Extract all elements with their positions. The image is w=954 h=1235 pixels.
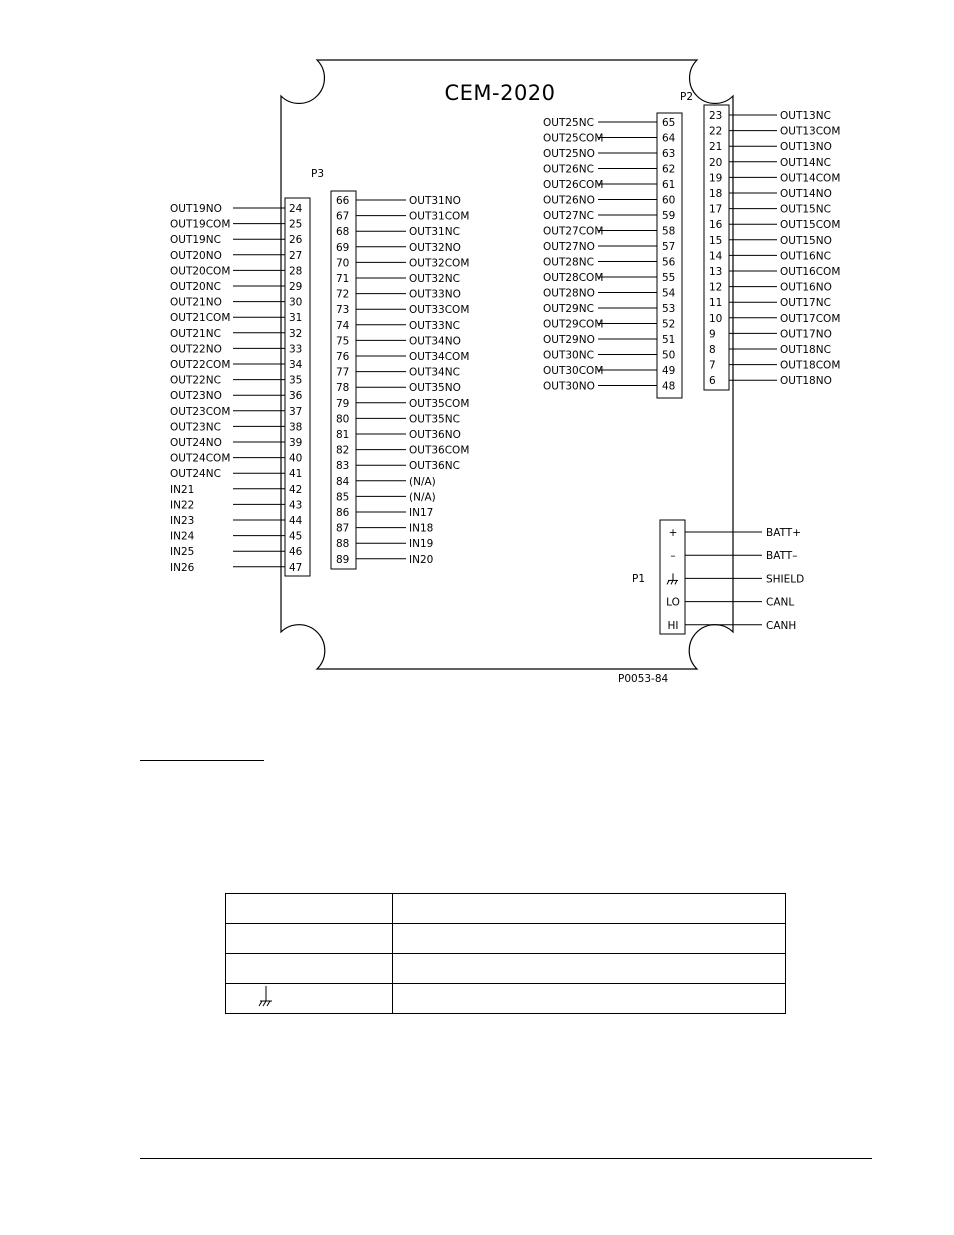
p1-pin-label: HI xyxy=(667,619,679,632)
p3-right-signal-label: OUT32NC xyxy=(409,273,460,285)
p2-left-signal-label: OUT30NO xyxy=(543,380,595,393)
p2-right-pin-number: 12 xyxy=(709,281,723,294)
p2-left-pin-number: 49 xyxy=(662,365,676,377)
p2-left-signal-label: OUT27COM xyxy=(543,225,604,238)
p3-right-pin-number: 85 xyxy=(336,491,350,504)
p3-left-pin-number: 36 xyxy=(289,390,303,403)
section-heading-rule xyxy=(140,760,264,761)
p3-left-signal-label: OUT24NC xyxy=(170,468,221,481)
p2-left-signal-label: OUT25COM xyxy=(543,132,604,145)
table-cell xyxy=(393,924,786,954)
p3-right-signal-label: OUT31NC xyxy=(409,226,460,239)
p3-right-signal-label: OUT33COM xyxy=(409,304,470,317)
p3-right-pin-number: 81 xyxy=(336,429,350,441)
p3-right-pin-number: 70 xyxy=(336,257,350,270)
p3-label: P3 xyxy=(311,168,325,180)
p3-left-pin-number: 33 xyxy=(289,343,303,356)
p2-right-pin-number: 7 xyxy=(709,359,716,372)
p3-left-signal-label: IN22 xyxy=(170,499,195,512)
p3-right-pin-number: 84 xyxy=(336,475,350,488)
p3-right-pin-number: 82 xyxy=(336,444,350,457)
p3-right-pin-number: 83 xyxy=(336,460,350,473)
p1-signal-label: BATT+ xyxy=(766,527,802,539)
p3-right-pin-number: 66 xyxy=(336,195,350,207)
p2-left-pin-number: 48 xyxy=(662,380,676,393)
p3-right-pin-number: 68 xyxy=(336,226,350,239)
p2-right-signal-label: OUT15NO xyxy=(780,234,832,247)
p2-right-pin-number: 10 xyxy=(709,312,723,325)
table-cell xyxy=(393,894,786,924)
p3-right-signal-label: OUT32NO xyxy=(409,241,461,254)
p3-left-signal-label: OUT21NC xyxy=(170,327,221,340)
p3-right-pin-number: 89 xyxy=(336,553,350,566)
p2-right-signal-label: OUT18NO xyxy=(780,375,832,388)
p2-right-pin-number: 19 xyxy=(709,172,723,185)
p2-right-pin-number: 9 xyxy=(709,328,716,341)
p2-right-signal-label: OUT15NC xyxy=(780,203,831,216)
p2-right-signal-label: OUT13NO xyxy=(780,141,832,154)
table-cell xyxy=(226,984,393,1014)
p2-right-signal-label: OUT16COM xyxy=(780,266,841,278)
chassis-ground-icon xyxy=(258,986,274,1011)
p3-right-signal-label: OUT33NC xyxy=(409,319,460,332)
p3-right-signal-label: IN19 xyxy=(409,538,434,551)
p2-left-pin-number: 54 xyxy=(662,287,676,300)
p1-pin-label: – xyxy=(670,550,676,563)
p2-left-pins xyxy=(543,117,676,393)
p2-right-pin-number: 11 xyxy=(709,297,723,310)
p3-right-signal-label: IN18 xyxy=(409,522,434,535)
p3-right-pin-number: 77 xyxy=(336,366,350,379)
p1-signal-label: SHIELD xyxy=(766,573,805,586)
p3-left-signal-label: OUT20NC xyxy=(170,281,221,293)
p2-left-pin-number: 50 xyxy=(662,349,676,362)
p2-right-signal-label: OUT18NC xyxy=(780,344,831,356)
p2-right-pin-number: 20 xyxy=(709,156,723,169)
p3-right-signal-label: OUT35NC xyxy=(409,413,460,426)
p2-left-signal-label: OUT29COM xyxy=(543,318,604,331)
p2-left-signal-label: OUT30NC xyxy=(543,349,594,362)
p2-left-pin-number: 53 xyxy=(662,303,676,315)
p3-right-signal-label: OUT34NO xyxy=(409,335,461,348)
p2-right-pin-number: 17 xyxy=(709,203,723,216)
p3-right-pin-number: 69 xyxy=(336,241,350,254)
p3-right-signal-label: IN17 xyxy=(409,507,434,519)
p2-right-pin-number: 22 xyxy=(709,125,723,138)
p3-right-signal-label: OUT31COM xyxy=(409,210,470,223)
p2-left-signal-label: OUT26NO xyxy=(543,194,595,207)
p2-left-signal-label: OUT26NC xyxy=(543,163,594,176)
p2-right-pin-number: 14 xyxy=(709,250,723,263)
p2-right-pin-number: 21 xyxy=(709,141,723,154)
table-cell xyxy=(226,894,393,924)
p3-left-signal-label: IN21 xyxy=(170,483,195,496)
p3-left-pin-number: 46 xyxy=(289,546,303,559)
p2-left-pin-number: 56 xyxy=(662,256,676,269)
p3-left-pin-number: 32 xyxy=(289,327,303,340)
p2-left-signal-label: OUT28COM xyxy=(543,272,604,284)
p3-left-pin-number: 29 xyxy=(289,281,303,293)
figure-number: P0053-84 xyxy=(618,673,669,685)
footer-rule xyxy=(140,1158,872,1159)
p3-left-pin-number: 47 xyxy=(289,561,303,574)
p2-right-signal-label: OUT13NC xyxy=(780,110,831,122)
p3-left-signal-label: OUT20NO xyxy=(170,249,222,262)
p2-label: P2 xyxy=(680,91,694,103)
p3-left-pin-number: 35 xyxy=(289,374,303,387)
p1-pin-label: LO xyxy=(666,596,680,609)
p2-right-pin-number: 13 xyxy=(709,266,723,278)
p3-left-signal-label: OUT21NO xyxy=(170,296,222,309)
p3-left-pin-number: 40 xyxy=(289,452,303,465)
p3-left-pin-number: 24 xyxy=(289,203,303,215)
p3-right-signal-label: OUT35NO xyxy=(409,382,461,395)
p3-left-pin-number: 38 xyxy=(289,421,303,434)
p2-left-pin-number: 51 xyxy=(662,334,676,346)
p2-right-signal-label: OUT14NO xyxy=(780,188,832,200)
module-title: CEM-2020 xyxy=(444,81,556,105)
p2-right-signal-label: OUT18COM xyxy=(780,359,841,372)
p3-right-signal-label: OUT33NO xyxy=(409,288,461,301)
p2-right-signal-label: OUT15COM xyxy=(780,219,841,232)
p3-right-pin-number: 76 xyxy=(336,351,350,363)
p2-right-signal-label: OUT17NC xyxy=(780,297,831,310)
p3-left-signal-label: OUT20COM xyxy=(170,265,231,278)
p3-left-pin-number: 45 xyxy=(289,530,303,543)
p2-right-pin-number: 15 xyxy=(709,234,723,247)
p3-right-pin-number: 87 xyxy=(336,522,350,535)
p3-right-pin-number: 74 xyxy=(336,319,350,332)
p2-left-pin-number: 57 xyxy=(662,241,676,253)
p2-left-pin-number: 61 xyxy=(662,179,676,191)
p3-left-signal-label: OUT22NC xyxy=(170,374,221,387)
p3-right-pin-number: 71 xyxy=(336,273,350,285)
p3-left-pin-number: 27 xyxy=(289,249,303,262)
p2-left-signal-label: OUT28NO xyxy=(543,287,595,300)
p3-right-pin-number: 79 xyxy=(336,397,350,410)
p3-right-signal-label: (N/A) xyxy=(409,491,436,504)
p2-left-signal-label: OUT27NC xyxy=(543,210,594,222)
p1-signal-label: CANH xyxy=(766,619,797,632)
p3-left-pin-number: 42 xyxy=(289,483,303,496)
p3-right-signal-label: OUT36NO xyxy=(409,429,461,441)
chassis-ground-icon xyxy=(667,573,678,584)
p3-right-signal-label: OUT34COM xyxy=(409,351,470,363)
p3-right-signal-label: IN20 xyxy=(409,553,434,566)
p3-right-pin-number: 78 xyxy=(336,382,350,395)
table-row xyxy=(226,954,786,984)
p2-left-pin-number: 52 xyxy=(662,318,676,331)
p1-label: P1 xyxy=(632,573,646,585)
p2-right-pin-number: 6 xyxy=(709,375,716,388)
p3-right-signal-label: OUT31NO xyxy=(409,195,461,207)
p3-left-pin-number: 41 xyxy=(289,468,303,481)
p3-left-signal-label: IN24 xyxy=(170,530,195,543)
table-cell xyxy=(393,954,786,984)
p3-left-signal-label: OUT22COM xyxy=(170,359,231,371)
p2-left-pin-number: 64 xyxy=(662,132,676,145)
p3-left-signal-label: OUT19NC xyxy=(170,234,221,247)
p2-left-pin-number: 58 xyxy=(662,225,676,238)
table-row xyxy=(226,894,786,924)
p3-right-signal-label: OUT36COM xyxy=(409,444,470,457)
p3-left-signal-label: OUT24COM xyxy=(170,452,231,465)
p2-left-signal-label: OUT25NO xyxy=(543,148,595,160)
p2-left-signal-label: OUT30COM xyxy=(543,365,604,377)
p2-right-signal-label: OUT14COM xyxy=(780,172,841,185)
p2-right-signal-label: OUT14NC xyxy=(780,156,831,169)
p2-left-signal-label: OUT28NC xyxy=(543,256,594,269)
p3-left-signal-label: OUT22NO xyxy=(170,343,222,356)
p2-right-pin-number: 23 xyxy=(709,110,723,122)
p2-right-pin-number: 8 xyxy=(709,344,716,356)
p3-left-pin-number: 43 xyxy=(289,499,303,512)
p3-left-signal-label: IN25 xyxy=(170,546,195,559)
p3-right-signal-label: (N/A) xyxy=(409,475,436,488)
p3-left-signal-label: IN26 xyxy=(170,561,195,574)
p2-left-pin-number: 62 xyxy=(662,163,676,176)
p3-right-pin-number: 67 xyxy=(336,210,350,223)
p2-left-pin-number: 59 xyxy=(662,210,676,222)
p2-right-signal-label: OUT13COM xyxy=(780,125,841,138)
p3-left-pin-number: 31 xyxy=(289,312,303,325)
p3-right-pin-number: 73 xyxy=(336,304,350,317)
p2-left-signal-label: OUT29NO xyxy=(543,334,595,346)
p3-left-signal-label: OUT19NO xyxy=(170,203,222,215)
p3-left-pin-number: 39 xyxy=(289,437,303,449)
p3-left-signal-label: OUT19COM xyxy=(170,218,231,231)
p2-left-pin-number: 65 xyxy=(662,117,676,129)
p1-pin-label: + xyxy=(668,527,678,539)
p3-left-signal-label: OUT21COM xyxy=(170,312,231,325)
p2-right-pin-number: 18 xyxy=(709,188,723,200)
p2-left-signal-label: OUT27NO xyxy=(543,241,595,253)
p3-right-signal-label: OUT34NC xyxy=(409,366,460,379)
p3-right-pin-number: 72 xyxy=(336,288,350,301)
p3-right-signal-label: OUT32COM xyxy=(409,257,470,270)
p3-left-signal-label: OUT23NC xyxy=(170,421,221,434)
p2-left-signal-label: OUT25NC xyxy=(543,117,594,129)
p3-right-pin-number: 86 xyxy=(336,507,350,519)
p2-right-signal-label: OUT17NO xyxy=(780,328,832,341)
p3-right-pin-number: 80 xyxy=(336,413,350,426)
p3-left-signal-label: OUT23COM xyxy=(170,405,231,418)
table-cell xyxy=(393,984,786,1014)
p3-right-signal-label: OUT35COM xyxy=(409,397,470,410)
table-row xyxy=(226,924,786,954)
p3-right-pin-number: 88 xyxy=(336,538,350,551)
p3-left-signal-label: OUT23NO xyxy=(170,390,222,403)
p2-left-signal-label: OUT26COM xyxy=(543,179,604,191)
p1-signal-label: BATT– xyxy=(766,550,798,563)
p3-left-signal-label: OUT24NO xyxy=(170,437,222,449)
p3-left-signal-label: IN23 xyxy=(170,515,195,527)
p3-left-pin-number: 30 xyxy=(289,296,303,309)
p1-signal-label: CANL xyxy=(766,596,795,609)
legend-table xyxy=(225,893,786,1014)
table-cell xyxy=(226,954,393,984)
table-cell xyxy=(226,924,393,954)
p3-right-signal-label: OUT36NC xyxy=(409,460,460,473)
p2-left-pin-number: 55 xyxy=(662,272,676,284)
p3-left-pins xyxy=(170,203,303,574)
table-row xyxy=(226,984,786,1014)
p2-right-signal-label: OUT17COM xyxy=(780,312,841,325)
p3-left-pin-number: 37 xyxy=(289,405,303,418)
p2-left-signal-label: OUT29NC xyxy=(543,303,594,315)
p2-right-signal-label: OUT16NC xyxy=(780,250,831,263)
p3-left-pin-number: 25 xyxy=(289,218,303,231)
p3-right-pin-number: 75 xyxy=(336,335,350,348)
p1-pins xyxy=(666,527,804,632)
p2-left-pin-number: 63 xyxy=(662,148,676,160)
p3-left-pin-number: 26 xyxy=(289,234,303,247)
p3-left-pin-number: 34 xyxy=(289,359,303,371)
p2-left-pin-number: 60 xyxy=(662,194,676,207)
p2-right-signal-label: OUT16NO xyxy=(780,281,832,294)
p3-left-pin-number: 44 xyxy=(289,515,303,527)
p2-right-pin-number: 16 xyxy=(709,219,723,232)
p3-left-pin-number: 28 xyxy=(289,265,303,278)
